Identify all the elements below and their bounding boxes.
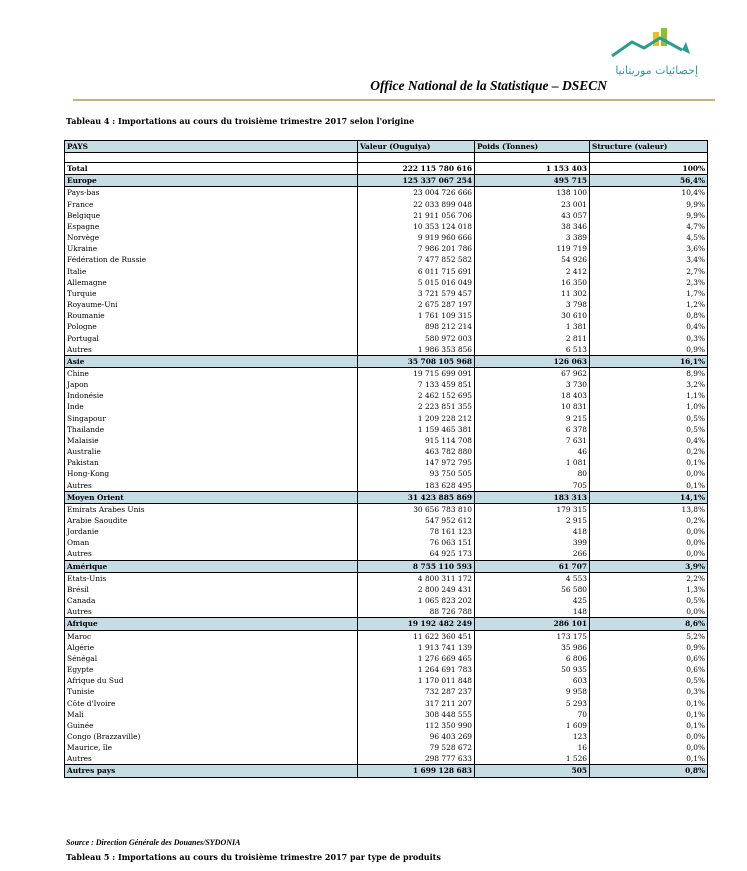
cell-country: Amérique [65, 560, 358, 572]
cell-country: Arabie Saoudite [65, 515, 358, 526]
cell-value: 298 777 633 [358, 753, 475, 765]
cell-weight: 70 [475, 709, 590, 720]
cell-country: Fédération de Russie [65, 254, 358, 265]
cell-value: 79 528 672 [358, 742, 475, 753]
table-row [65, 446, 708, 457]
cell-weight: 286 101 [475, 618, 590, 630]
cell-country: Allemagne [65, 277, 358, 288]
table-row [65, 379, 708, 390]
cell-weight: 266 [475, 548, 590, 560]
cell-share: 2,2% [590, 572, 708, 584]
cell-value: 21 911 056 706 [358, 210, 475, 221]
imports-by-origin-table [64, 140, 708, 778]
cell-country: Autres [65, 548, 358, 560]
cell-value: 1 065 823 202 [358, 595, 475, 606]
cell-country: Algérie [65, 642, 358, 653]
cell-country: Roumanie [65, 310, 358, 321]
table-row [65, 572, 708, 584]
cell-weight: 505 [475, 765, 590, 777]
cell-share: 4,7% [590, 221, 708, 232]
cell-share: 8,9% [590, 367, 708, 379]
cell-country: Pakistan [65, 457, 358, 468]
table-row [65, 344, 708, 356]
cell-weight: 3 798 [475, 299, 590, 310]
cell-country: Jordanie [65, 526, 358, 537]
table-row [65, 503, 708, 515]
cell-weight: 425 [475, 595, 590, 606]
cell-weight: 9 215 [475, 413, 590, 424]
cell-country: Asie [65, 355, 358, 367]
cell-share: 0,4% [590, 321, 708, 332]
cell-share: 0,5% [590, 413, 708, 424]
cell-value: 76 063 151 [358, 537, 475, 548]
cell-value: 78 161 123 [358, 526, 475, 537]
cell-value: 915 114 708 [358, 435, 475, 446]
table-row [65, 642, 708, 653]
cell-value: 8 755 110 593 [358, 560, 475, 572]
cell-country: Egypte [65, 664, 358, 675]
cell-weight: 603 [475, 675, 590, 686]
cell-weight: 138 100 [475, 187, 590, 199]
cell-value: 23 004 726 666 [358, 187, 475, 199]
cell-country: Portugal [65, 333, 358, 344]
cell-share: 2,3% [590, 277, 708, 288]
cell-weight: 16 [475, 742, 590, 753]
cell-share: 0,8% [590, 765, 708, 777]
cell-value: 2 223 851 355 [358, 401, 475, 412]
cell-value: 463 782 880 [358, 446, 475, 457]
table-row [65, 664, 708, 675]
cell-weight: 7 631 [475, 435, 590, 446]
cell-value: 183 628 495 [358, 480, 475, 492]
col-header-structure: Structure (valeur) [590, 141, 708, 153]
cell-weight: 3 389 [475, 232, 590, 243]
cell-country: Maurice, île [65, 742, 358, 753]
table-row [65, 210, 708, 221]
cell-share: 0,5% [590, 675, 708, 686]
cell-country: Indonésie [65, 390, 358, 401]
cell-share: 2,7% [590, 266, 708, 277]
table-row [65, 630, 708, 642]
logo-text: إحصائيات موريتانيا [615, 64, 698, 77]
table-row [65, 753, 708, 765]
cell-value: 1 761 109 315 [358, 310, 475, 321]
cell-country: France [65, 199, 358, 210]
cell-weight: 399 [475, 537, 590, 548]
cell-weight: 23 001 [475, 199, 590, 210]
cell-share: 0,9% [590, 344, 708, 356]
cell-value: 1 276 669 465 [358, 653, 475, 664]
cell-country: Singapour [65, 413, 358, 424]
cell-value: 1 699 128 683 [358, 765, 475, 777]
cell-weight: 495 715 [475, 175, 590, 187]
table-row [65, 187, 708, 199]
cell-share: 0,0% [590, 731, 708, 742]
cell-country: Emirats Arabes Unis [65, 503, 358, 515]
table-5-title: Tableau 5 : Importations au cours du troisième trimestre 2017 par type de produits [66, 852, 441, 862]
table-row [65, 584, 708, 595]
cell-share: 0,1% [590, 709, 708, 720]
cell-weight: 2 915 [475, 515, 590, 526]
cell-weight: 705 [475, 480, 590, 492]
cell-country: Inde [65, 401, 358, 412]
cell-weight: 43 057 [475, 210, 590, 221]
cell-share: 13,8% [590, 503, 708, 515]
table-row [65, 686, 708, 697]
cell-share: 4,5% [590, 232, 708, 243]
table-row [65, 675, 708, 686]
cell-value: 30 656 783 810 [358, 503, 475, 515]
cell-share: 0,0% [590, 537, 708, 548]
cell-share: 0,9% [590, 642, 708, 653]
cell-share: 14,1% [590, 491, 708, 503]
cell-weight: 50 935 [475, 664, 590, 675]
cell-country: Europe [65, 175, 358, 187]
cell-value: 1 159 465 381 [358, 424, 475, 435]
cell-value: 732 287 237 [358, 686, 475, 697]
cell-value: 4 800 311 172 [358, 572, 475, 584]
cell-share: 0,0% [590, 526, 708, 537]
cell-country: Norvège [65, 232, 358, 243]
cell-country: Hong-Kong [65, 468, 358, 479]
cell-value: 11 622 360 451 [358, 630, 475, 642]
cell-weight: 54 926 [475, 254, 590, 265]
cell-value: 7 133 459 851 [358, 379, 475, 390]
cell-share: 1,7% [590, 288, 708, 299]
cell-share: 0,1% [590, 480, 708, 492]
cell-country: Autres [65, 344, 358, 356]
cell-value: 19 715 699 091 [358, 367, 475, 379]
table-row [65, 401, 708, 412]
cell-value: 580 972 003 [358, 333, 475, 344]
table-4-title: Tableau 4 : Importations au cours du troisième trimestre 2017 selon l'origine [66, 116, 415, 126]
cell-country: Belgique [65, 210, 358, 221]
table-row [65, 288, 708, 299]
cell-country: Sénégal [65, 653, 358, 664]
cell-weight: 16 350 [475, 277, 590, 288]
region-row [65, 355, 708, 367]
cell-country: Congo (Brazzaville) [65, 731, 358, 742]
cell-value: 1 170 011 848 [358, 675, 475, 686]
cell-value: 93 750 505 [358, 468, 475, 479]
table-row [65, 731, 708, 742]
cell-value: 7 477 852 582 [358, 254, 475, 265]
cell-weight: 126 063 [475, 355, 590, 367]
cell-weight: 1 081 [475, 457, 590, 468]
cell-share: 1,3% [590, 584, 708, 595]
cell-country: Autres [65, 753, 358, 765]
cell-share: 8,6% [590, 618, 708, 630]
cell-value: 1 913 741 139 [358, 642, 475, 653]
cell-value: 1 209 228 212 [358, 413, 475, 424]
cell-share: 0,1% [590, 753, 708, 765]
col-header-valeur: Valeur (Ouguiya) [358, 141, 475, 153]
cell-share: 3,9% [590, 560, 708, 572]
cell-country: Pologne [65, 321, 358, 332]
cell-weight: 18 403 [475, 390, 590, 401]
cell-country: Malaisie [65, 435, 358, 446]
table-row [65, 653, 708, 664]
table-row [65, 720, 708, 731]
table-row [65, 606, 708, 618]
cell-value: 64 925 173 [358, 548, 475, 560]
cell-value: 2 675 287 197 [358, 299, 475, 310]
cell-country: Oman [65, 537, 358, 548]
table-row [65, 254, 708, 265]
cell-share: 56,4% [590, 175, 708, 187]
cell-share: 0,8% [590, 310, 708, 321]
table-row [65, 480, 708, 492]
table-row [65, 709, 708, 720]
cell-country: Guinée [65, 720, 358, 731]
cell-value: 88 726 788 [358, 606, 475, 618]
cell-weight: 1 526 [475, 753, 590, 765]
cell-weight: 119 719 [475, 243, 590, 254]
cell-weight: 6 806 [475, 653, 590, 664]
table-row [65, 413, 708, 424]
cell-country: Autres [65, 606, 358, 618]
cell-share: 3,2% [590, 379, 708, 390]
cell-share: 0,0% [590, 548, 708, 560]
header-divider [73, 99, 715, 101]
cell-weight: 123 [475, 731, 590, 742]
cell-weight: 80 [475, 468, 590, 479]
cell-weight: 46 [475, 446, 590, 457]
cell-weight: 1 609 [475, 720, 590, 731]
cell-weight: 67 962 [475, 367, 590, 379]
cell-country: Espagne [65, 221, 358, 232]
cell-weight: 4 553 [475, 572, 590, 584]
col-header-pays: PAYS [65, 141, 358, 153]
cell-share: 10,4% [590, 187, 708, 199]
table-row [65, 310, 708, 321]
region-row [65, 491, 708, 503]
cell-weight: 1 153 403 [475, 163, 590, 175]
cell-value: 19 192 482 249 [358, 618, 475, 630]
cell-share: 0,0% [590, 468, 708, 479]
cell-share: 0,2% [590, 446, 708, 457]
table-row [65, 742, 708, 753]
cell-share: 0,4% [590, 435, 708, 446]
cell-weight: 3 730 [475, 379, 590, 390]
cell-value: 35 708 105 968 [358, 355, 475, 367]
cell-weight: 6 378 [475, 424, 590, 435]
cell-share: 5,2% [590, 630, 708, 642]
cell-value: 222 115 780 616 [358, 163, 475, 175]
cell-country: Italie [65, 266, 358, 277]
table-source: Source : Direction Générale des Douanes/SYDONIA [66, 838, 241, 847]
cell-country: Ukraine [65, 243, 358, 254]
table-row [65, 321, 708, 332]
logo-curve [612, 38, 682, 56]
cell-country: Autres pays [65, 765, 358, 777]
cell-weight: 418 [475, 526, 590, 537]
table-row [65, 333, 708, 344]
cell-share: 1,2% [590, 299, 708, 310]
cell-share: 100% [590, 163, 708, 175]
cell-weight: 1 381 [475, 321, 590, 332]
col-header-poids: Poids (Tonnes) [475, 141, 590, 153]
logo [610, 26, 705, 88]
cell-country: Pays-bas [65, 187, 358, 199]
cell-value: 1 264 691 783 [358, 664, 475, 675]
cell-share: 0,6% [590, 653, 708, 664]
cell-country: Mali [65, 709, 358, 720]
table-spacer-row [65, 153, 708, 163]
cell-country: Etats-Unis [65, 572, 358, 584]
cell-country: Autres [65, 480, 358, 492]
cell-country: Afrique [65, 618, 358, 630]
region-row [65, 618, 708, 630]
cell-value: 1 986 353 856 [358, 344, 475, 356]
cell-value: 31 423 885 869 [358, 491, 475, 503]
cell-weight: 35 986 [475, 642, 590, 653]
cell-country: Thailande [65, 424, 358, 435]
cell-share: 0,3% [590, 333, 708, 344]
cell-share: 1,1% [590, 390, 708, 401]
cell-weight: 6 513 [475, 344, 590, 356]
cell-country: Australie [65, 446, 358, 457]
cell-value: 308 448 555 [358, 709, 475, 720]
table-row [65, 243, 708, 254]
cell-country: Turquie [65, 288, 358, 299]
cell-country: Chine [65, 367, 358, 379]
cell-value: 112 350 990 [358, 720, 475, 731]
cell-value: 7 986 201 786 [358, 243, 475, 254]
cell-country: Total [65, 163, 358, 175]
logo-arrow-icon [682, 42, 690, 54]
cell-value: 898 212 214 [358, 321, 475, 332]
cell-country: Japon [65, 379, 358, 390]
region-row [65, 175, 708, 187]
table-row [65, 232, 708, 243]
cell-share: 0,3% [590, 686, 708, 697]
table-row [65, 526, 708, 537]
cell-country: Maroc [65, 630, 358, 642]
cell-weight: 10 831 [475, 401, 590, 412]
cell-country: Brésil [65, 584, 358, 595]
cell-value: 3 721 579 457 [358, 288, 475, 299]
cell-share: 3,4% [590, 254, 708, 265]
cell-share: 0,0% [590, 606, 708, 618]
table-row [65, 435, 708, 446]
region-row [65, 560, 708, 572]
table-row [65, 424, 708, 435]
cell-value: 22 033 899 048 [358, 199, 475, 210]
table-row [65, 299, 708, 310]
cell-country: Moyen Orient [65, 491, 358, 503]
cell-country: Côte d'Ivoire [65, 698, 358, 709]
cell-value: 147 972 795 [358, 457, 475, 468]
cell-weight: 2 412 [475, 266, 590, 277]
cell-weight: 30 610 [475, 310, 590, 321]
cell-share: 0,5% [590, 595, 708, 606]
cell-value: 125 337 067 254 [358, 175, 475, 187]
cell-weight: 38 346 [475, 221, 590, 232]
cell-value: 5 015 016 049 [358, 277, 475, 288]
cell-weight: 148 [475, 606, 590, 618]
table-row [65, 595, 708, 606]
table-row [65, 277, 708, 288]
cell-value: 2 462 152 695 [358, 390, 475, 401]
cell-weight: 56 580 [475, 584, 590, 595]
table-row [65, 266, 708, 277]
cell-share: 0,1% [590, 720, 708, 731]
logo-bar-green [661, 28, 667, 46]
cell-country: Canada [65, 595, 358, 606]
cell-value: 96 403 269 [358, 731, 475, 742]
cell-weight: 2 811 [475, 333, 590, 344]
cell-share: 0,6% [590, 664, 708, 675]
cell-share: 9,9% [590, 199, 708, 210]
cell-share: 3,6% [590, 243, 708, 254]
cell-weight: 5 293 [475, 698, 590, 709]
table-row [65, 698, 708, 709]
cell-share: 0,5% [590, 424, 708, 435]
cell-value: 317 211 207 [358, 698, 475, 709]
cell-share: 0,0% [590, 742, 708, 753]
table-row [65, 457, 708, 468]
cell-weight: 183 313 [475, 491, 590, 503]
table-row [65, 548, 708, 560]
table-row [65, 468, 708, 479]
cell-value: 2 800 249 431 [358, 584, 475, 595]
cell-value: 10 353 124 018 [358, 221, 475, 232]
cell-share: 0,1% [590, 698, 708, 709]
table-row [65, 515, 708, 526]
cell-weight: 9 958 [475, 686, 590, 697]
cell-value: 6 011 715 691 [358, 266, 475, 277]
cell-country: Afrique du Sud [65, 675, 358, 686]
table-header-row [65, 141, 708, 153]
cell-value: 547 952 612 [358, 515, 475, 526]
total-row [65, 163, 708, 175]
cell-share: 0,1% [590, 457, 708, 468]
cell-share: 1,0% [590, 401, 708, 412]
table-row [65, 367, 708, 379]
cell-share: 16,1% [590, 355, 708, 367]
cell-share: 9,9% [590, 210, 708, 221]
cell-value: 9 919 960 666 [358, 232, 475, 243]
cell-weight: 173 175 [475, 630, 590, 642]
cell-weight: 61 707 [475, 560, 590, 572]
table-row [65, 199, 708, 210]
org-title: Office National de la Statistique – DSECN [370, 78, 607, 93]
cell-weight: 179 315 [475, 503, 590, 515]
cell-share: 0,2% [590, 515, 708, 526]
table-row [65, 537, 708, 548]
cell-weight: 11 302 [475, 288, 590, 299]
table-row [65, 390, 708, 401]
table-row [65, 221, 708, 232]
cell-country: Royaume-Uni [65, 299, 358, 310]
region-row [65, 765, 708, 777]
cell-country: Tunisie [65, 686, 358, 697]
